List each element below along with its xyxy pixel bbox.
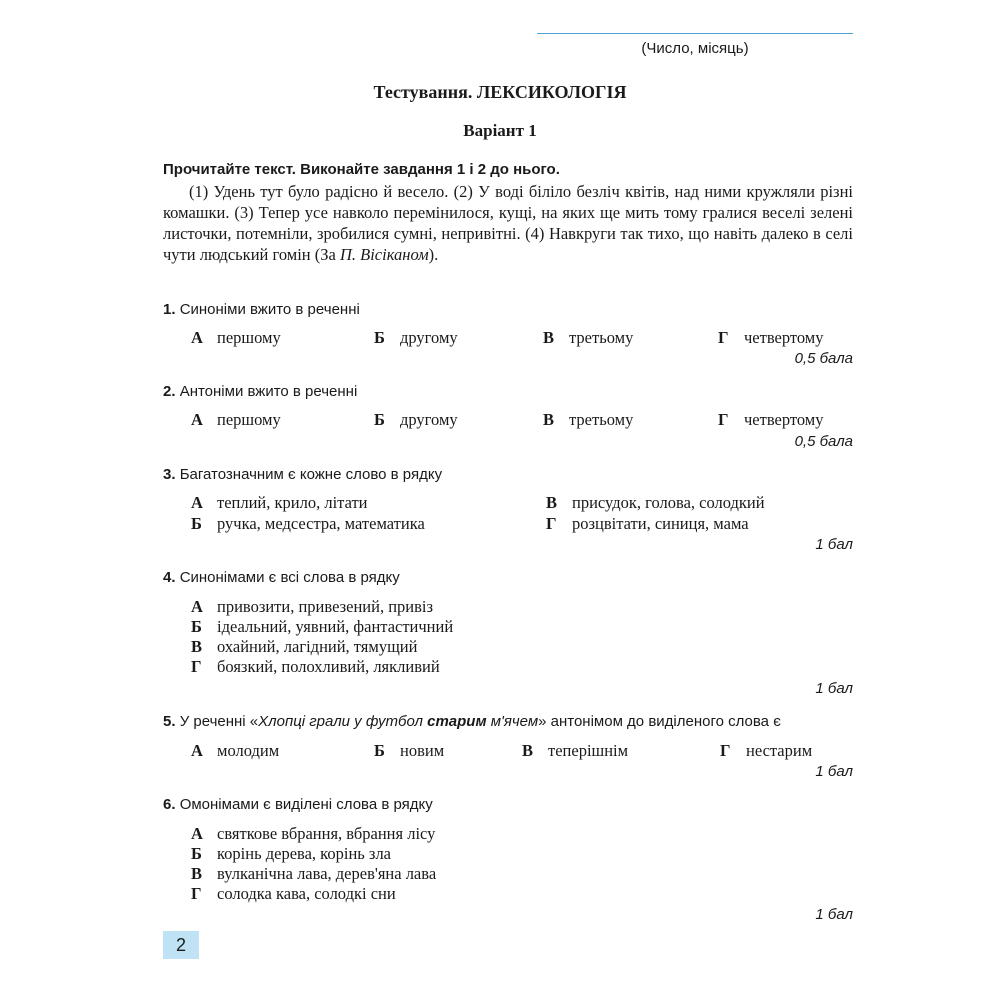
question-6 <box>163 796 433 813</box>
option-g[interactable]: Г четвертому <box>718 328 824 347</box>
question-number: 3. <box>163 466 176 483</box>
question-number: 5. <box>163 713 176 730</box>
option-b[interactable]: Б другому <box>374 410 458 429</box>
option-v[interactable]: В вулканічна лава, дерев'яна лава <box>191 864 437 883</box>
option-v[interactable]: В третьому <box>543 328 634 347</box>
option-g[interactable]: Г розцвітати, синиця, мама <box>546 514 749 533</box>
option-a[interactable]: А святкове вбрання, вбрання лісу <box>191 824 436 843</box>
page-number: 2 <box>163 931 199 959</box>
option-v[interactable]: В теперішнім <box>522 741 629 760</box>
passage-closing: ). <box>428 245 439 264</box>
option-a[interactable]: А першому <box>191 328 281 347</box>
passage-author: П. Вісіканом <box>339 245 429 264</box>
highlighted-word: старим <box>427 713 487 730</box>
option-g[interactable]: Г четвертому <box>718 410 824 429</box>
question-2 <box>163 383 357 400</box>
variant-title: Варіант 1 <box>463 121 537 140</box>
question-text: Багатозначним є кожне слово в рядку <box>179 466 443 483</box>
option-g[interactable]: Г боязкий, полохливий, лякливий <box>191 657 440 676</box>
option-b[interactable]: Б корінь дерева, корінь зла <box>191 844 391 863</box>
option-b[interactable]: Б ідеальний, уявний, фантастичний <box>191 617 454 636</box>
page-title: Тестування. ЛЕКСИКОЛОГІЯ <box>373 82 627 102</box>
date-line <box>537 33 853 34</box>
question-1 <box>163 301 360 318</box>
points-label: 1 бал <box>815 763 853 780</box>
points-label: 1 бал <box>815 536 853 553</box>
question-text: Синоніми вжито в реченні <box>179 301 360 318</box>
points-label: 1 бал <box>815 906 853 923</box>
question-text: Синонімами є всі слова в рядку <box>179 569 400 586</box>
question-3 <box>163 466 442 483</box>
points-label: 0,5 бала <box>794 350 853 367</box>
option-b[interactable]: Б новим <box>374 741 445 760</box>
option-a[interactable]: А молодим <box>191 741 280 760</box>
instruction: Прочитайте текст. Виконайте завдання 1 і 2 до нього. <box>163 161 560 178</box>
date-label: (Число, місяць) <box>641 40 749 57</box>
option-g[interactable]: Г солодка кава, солодкі сни <box>191 884 396 903</box>
option-a[interactable]: А привозити, привезений, привіз <box>191 597 433 616</box>
question-text: Омонімами є виділені слова в рядку <box>179 796 433 813</box>
option-a[interactable]: А першому <box>191 410 281 429</box>
points-label: 1 бал <box>815 680 853 697</box>
option-a[interactable]: А теплий, крило, літати <box>191 493 368 512</box>
question-4 <box>163 569 400 586</box>
option-v[interactable]: В присудок, голова, солодкий <box>546 493 765 512</box>
points-label: 0,5 бала <box>794 433 853 450</box>
question-number: 4. <box>163 569 176 586</box>
option-g[interactable]: Г нестарим <box>720 741 813 760</box>
question-text: Антоніми вжито в реченні <box>179 383 358 400</box>
question-5: 5. У реченні «Хлопці грали у футбол старим м'ячем» антонімом до виділеного слова є <box>163 713 781 730</box>
passage <box>163 181 853 265</box>
option-b[interactable]: Б другому <box>374 328 458 347</box>
question-number: 1. <box>163 301 176 318</box>
option-v[interactable]: В охайний, лагідний, тямущий <box>191 637 418 656</box>
question-number: 2. <box>163 383 176 400</box>
passage-text: (1) Удень тут було радісно й весело. (2) У воді біліло безліч квітів, над ними кружляли різні комашки. (3) Тепер усе навколо перемінилося, кущі, на яких ще мить тому гралися веселі зелені листочки, потемніли, зробилися сумні, непривітні. (4) Навкруги так тихо, що навіть далеко в селі чути людський гомін (За <box>163 182 853 264</box>
option-v[interactable]: В третьому <box>543 410 634 429</box>
question-number: 6. <box>163 796 176 813</box>
option-b[interactable]: Б ручка, медсестра, математика <box>191 514 425 533</box>
